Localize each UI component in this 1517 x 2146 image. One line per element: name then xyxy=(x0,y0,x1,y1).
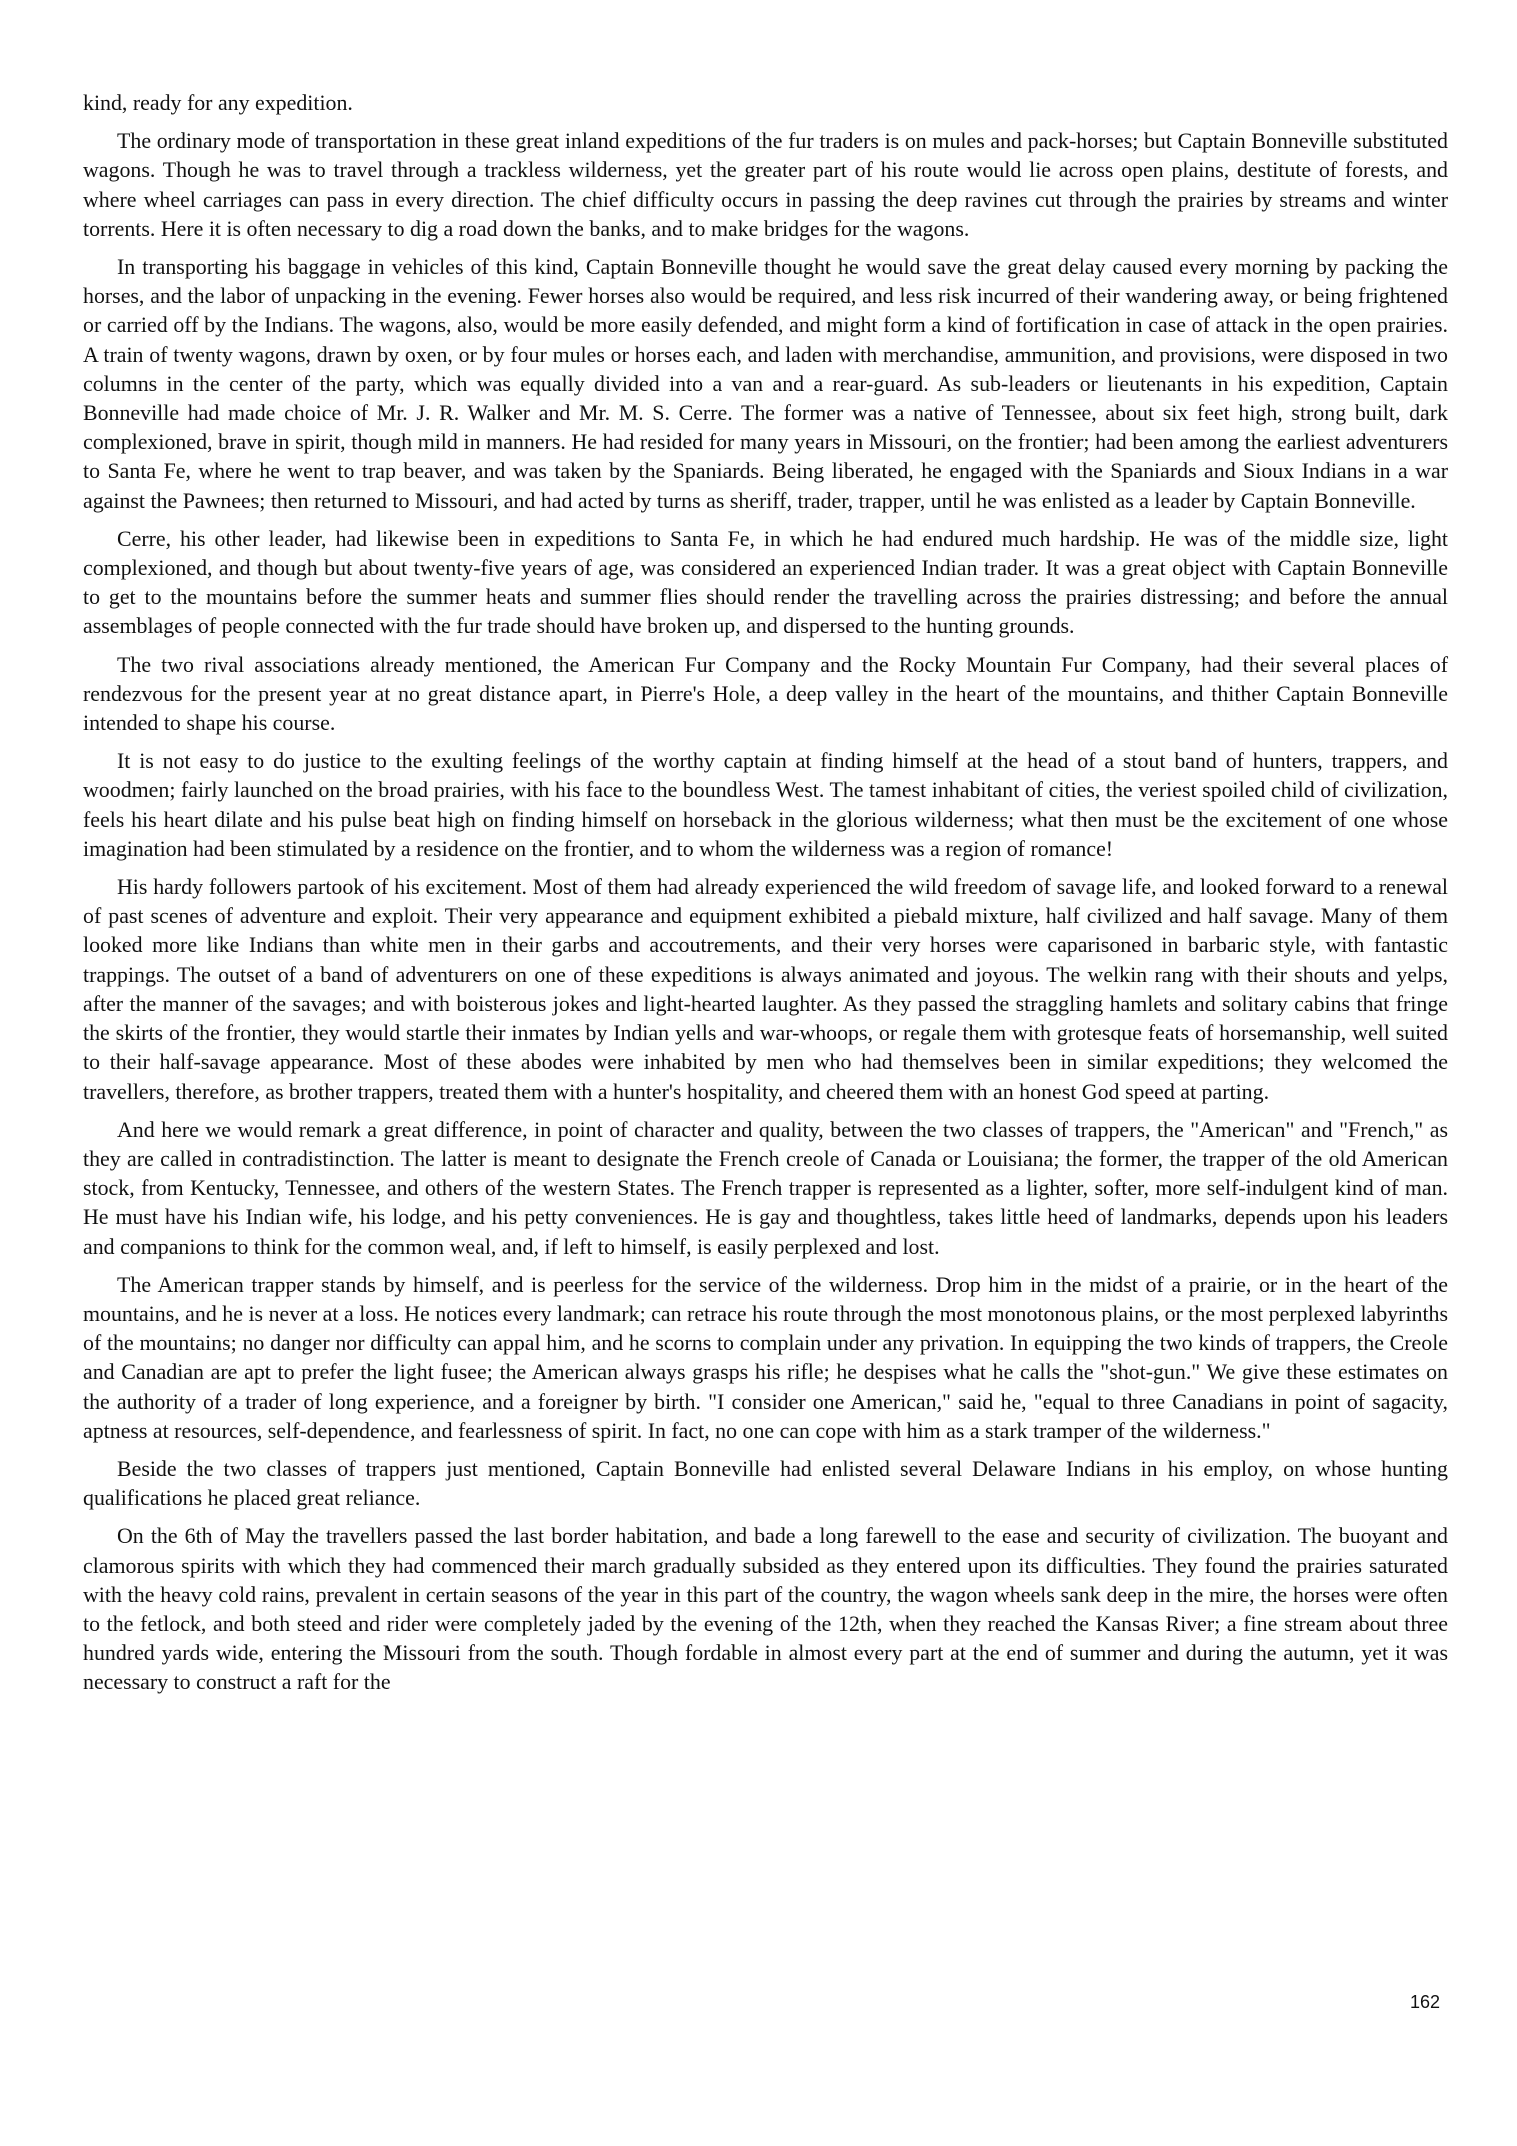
paragraph: It is not easy to do justice to the exulting feelings of the worthy captain at finding himself at the head of a stout band of hunters, trappers, and woodmen; fairly launched on the broad prairies, with his face to the boundless West. The tamest inhabitant of cities, the veriest spoiled child of civilization, feels his heart dilate and his pulse beat high on finding himself on horseback in the glorious wilderness; what then must be the excitement of one whose imagination had been stimulated by a residence on the frontier, and to whom the wilderness was a region of romance! xyxy=(83,748,1448,861)
paragraph: On the 6th of May the travellers passed the last border habitation, and bade a long farewell to the ease and security of civilization. The buoyant and clamorous spirits with which they had commenced their march gradually subsided as they entered upon its difficulties. They found the prairies saturated with the heavy cold rains, prevalent in certain seasons of the year in this part of the country, the wagon wheels sank deep in the mire, the horses were often to the fetlock, and both steed and rider were completely jaded by the evening of the 12th, when they reached the Kansas River; a fine stream about three hundred yards wide, entering the Missouri from the south. Though fordable in almost every part at the end of summer and during the autumn, yet it was necessary to construct a raft for the xyxy=(83,1523,1448,1695)
paragraph: Cerre, his other leader, had likewise been in expeditions to Santa Fe, in which he had endured much hardship. He was of the middle size, light complexioned, and though but about twenty-five years of age, was considered an experienced Indian trader. It was a great object with Captain Bonneville to get to the mountains before the summer heats and summer flies should render the travelling across the prairies distressing; and before the annual assemblages of people connected with the fur trade should have broken up, and dispersed to the hunting grounds. xyxy=(83,525,1448,639)
paragraph: The two rival associations already mentioned, the American Fur Company and the Rocky Mountain Fur Company, had their several places of rendezvous for the present year at no great distance apart, in Pierre's Hole, a deep valley in the heart of the mountains, and thither Captain Bonneville intended to shape his course. xyxy=(83,651,1448,736)
page-body xyxy=(83,88,1448,1706)
page-number: 162 xyxy=(1409,1992,1440,2012)
paragraph: His hardy followers partook of his excitement. Most of them had already experienced the wild freedom of savage life, and looked forward to a renewal of past scenes of adventure and exploit. Their very appearance and equipment exhibited a piebald mixture, half civilized and half savage. Many of them looked more like Indians than white men in their garbs and accoutrements, and their very horses were caparisoned in barbaric style, with fantastic trappings. The outset of a band of adventurers on one of these expeditions is always animated and joyous. The welkin rang with their shouts and yelps, after the manner of the savages; and with boisterous jokes and light-hearted laughter. As they passed the straggling hamlets and solitary cabins that fringe the skirts of the frontier, they would startle their inmates by Indian yells and war-whoops, or regale them with grotesque feats of horsemanship, well suited to their half-savage appearance. Most of these abodes were inhabited by men who had themselves been in similar expeditions; they welcomed the travellers, therefore, as brother trappers, treated them with a hunter's hospitality, and cheered them with an honest God speed at parting. xyxy=(83,874,1448,1104)
paragraph: Beside the two classes of trappers just mentioned, Captain Bonneville had enlisted several Delaware Indians in his employ, on whose hunting qualifications he placed great reliance. xyxy=(83,1455,1448,1511)
paragraph: kind, ready for any expedition. xyxy=(83,90,353,115)
paragraph: The ordinary mode of transportation in these great inland expeditions of the fur traders is on mules and pack-horses; but Captain Bonneville substituted wagons. Though he was to travel through a trackless wilderness, yet the greater part of his route would lie across open plains, destitute of forests, and where wheel carriages can pass in every direction. The chief difficulty occurs in passing the deep ravines cut through the prairies by streams and winter torrents. Here it is often necessary to dig a road down the banks, and to make bridges for the wagons. xyxy=(83,128,1448,241)
paragraph: The American trapper stands by himself, and is peerless for the service of the wilderness. Drop him in the midst of a prairie, or in the heart of the mountains, and he is never at a loss. He notices every landmark; can retrace his route through the most monotonous plains, or the most perplexed labyrinths of the mountains; no danger nor difficulty can appal him, and he scorns to complain under any privation. In equipping the two kinds of trappers, the Creole and Canadian are apt to prefer the light fusee; the American always grasps his rifle; he despises what he calls the "shot-gun." We give these estimates on the authority of a trader of long experience, and a foreigner by birth. "I consider one American," said he, "equal to three Canadians in point of sagacity, aptness at resources, self-dependence, and fearlessness of spirit. In fact, no one can cope with him as a stark tramper of the wilderness." xyxy=(83,1271,1448,1443)
paragraph: In transporting his baggage in vehicles of this kind, Captain Bonneville thought he would save the great delay caused every morning by packing the horses, and the labor of unpacking in the evening. Fewer horses also would be required, and less risk incurred of their wandering away, or being frightened or carried off by the Indians. The wagons, also, would be more easily defended, and might form a kind of fortification in case of attack in the open prairies. A train of twenty wagons, drawn by oxen, or by four mules or horses each, and laden with merchandise, ammunition, and provisions, were disposed in two columns in the center of the party, which was equally divided into a van and a rear-guard. As sub-leaders or lieutenants in his expedition, Captain Bonneville had made choice of Mr. J. R. Walker and Mr. M. S. Cerre. The former was a native of Tennessee, about six feet high, strong built, dark complexioned, brave in spirit, though mild in manners. He had resided for many years in Missouri, on the frontier; had been among the earliest adventurers to Santa Fe, where he went to trap beaver, and was taken by the Spaniards. Being liberated, he engaged with the Spaniards and Sioux Indians in a war against the Pawnees; then returned to Missouri, and had acted by turns as sheriff, trader, trapper, until he was enlisted as a leader by Captain Bonneville. xyxy=(83,254,1448,513)
paragraph: And here we would remark a great difference, in point of character and quality, between the two classes of trappers, the "American" and "French," as they are called in contradistinction. The latter is meant to designate the French creole of Canada or Louisiana; the former, the trapper of the old American stock, from Kentucky, Tennessee, and others of the western States. The French trapper is represented as a lighter, softer, more self-indulgent kind of man. He must have his Indian wife, his lodge, and his petty conveniences. He is gay and thoughtless, takes little heed of landmarks, depends upon his leaders and companions to think for the common weal, and, if left to himself, is easily perplexed and lost. xyxy=(83,1116,1448,1259)
